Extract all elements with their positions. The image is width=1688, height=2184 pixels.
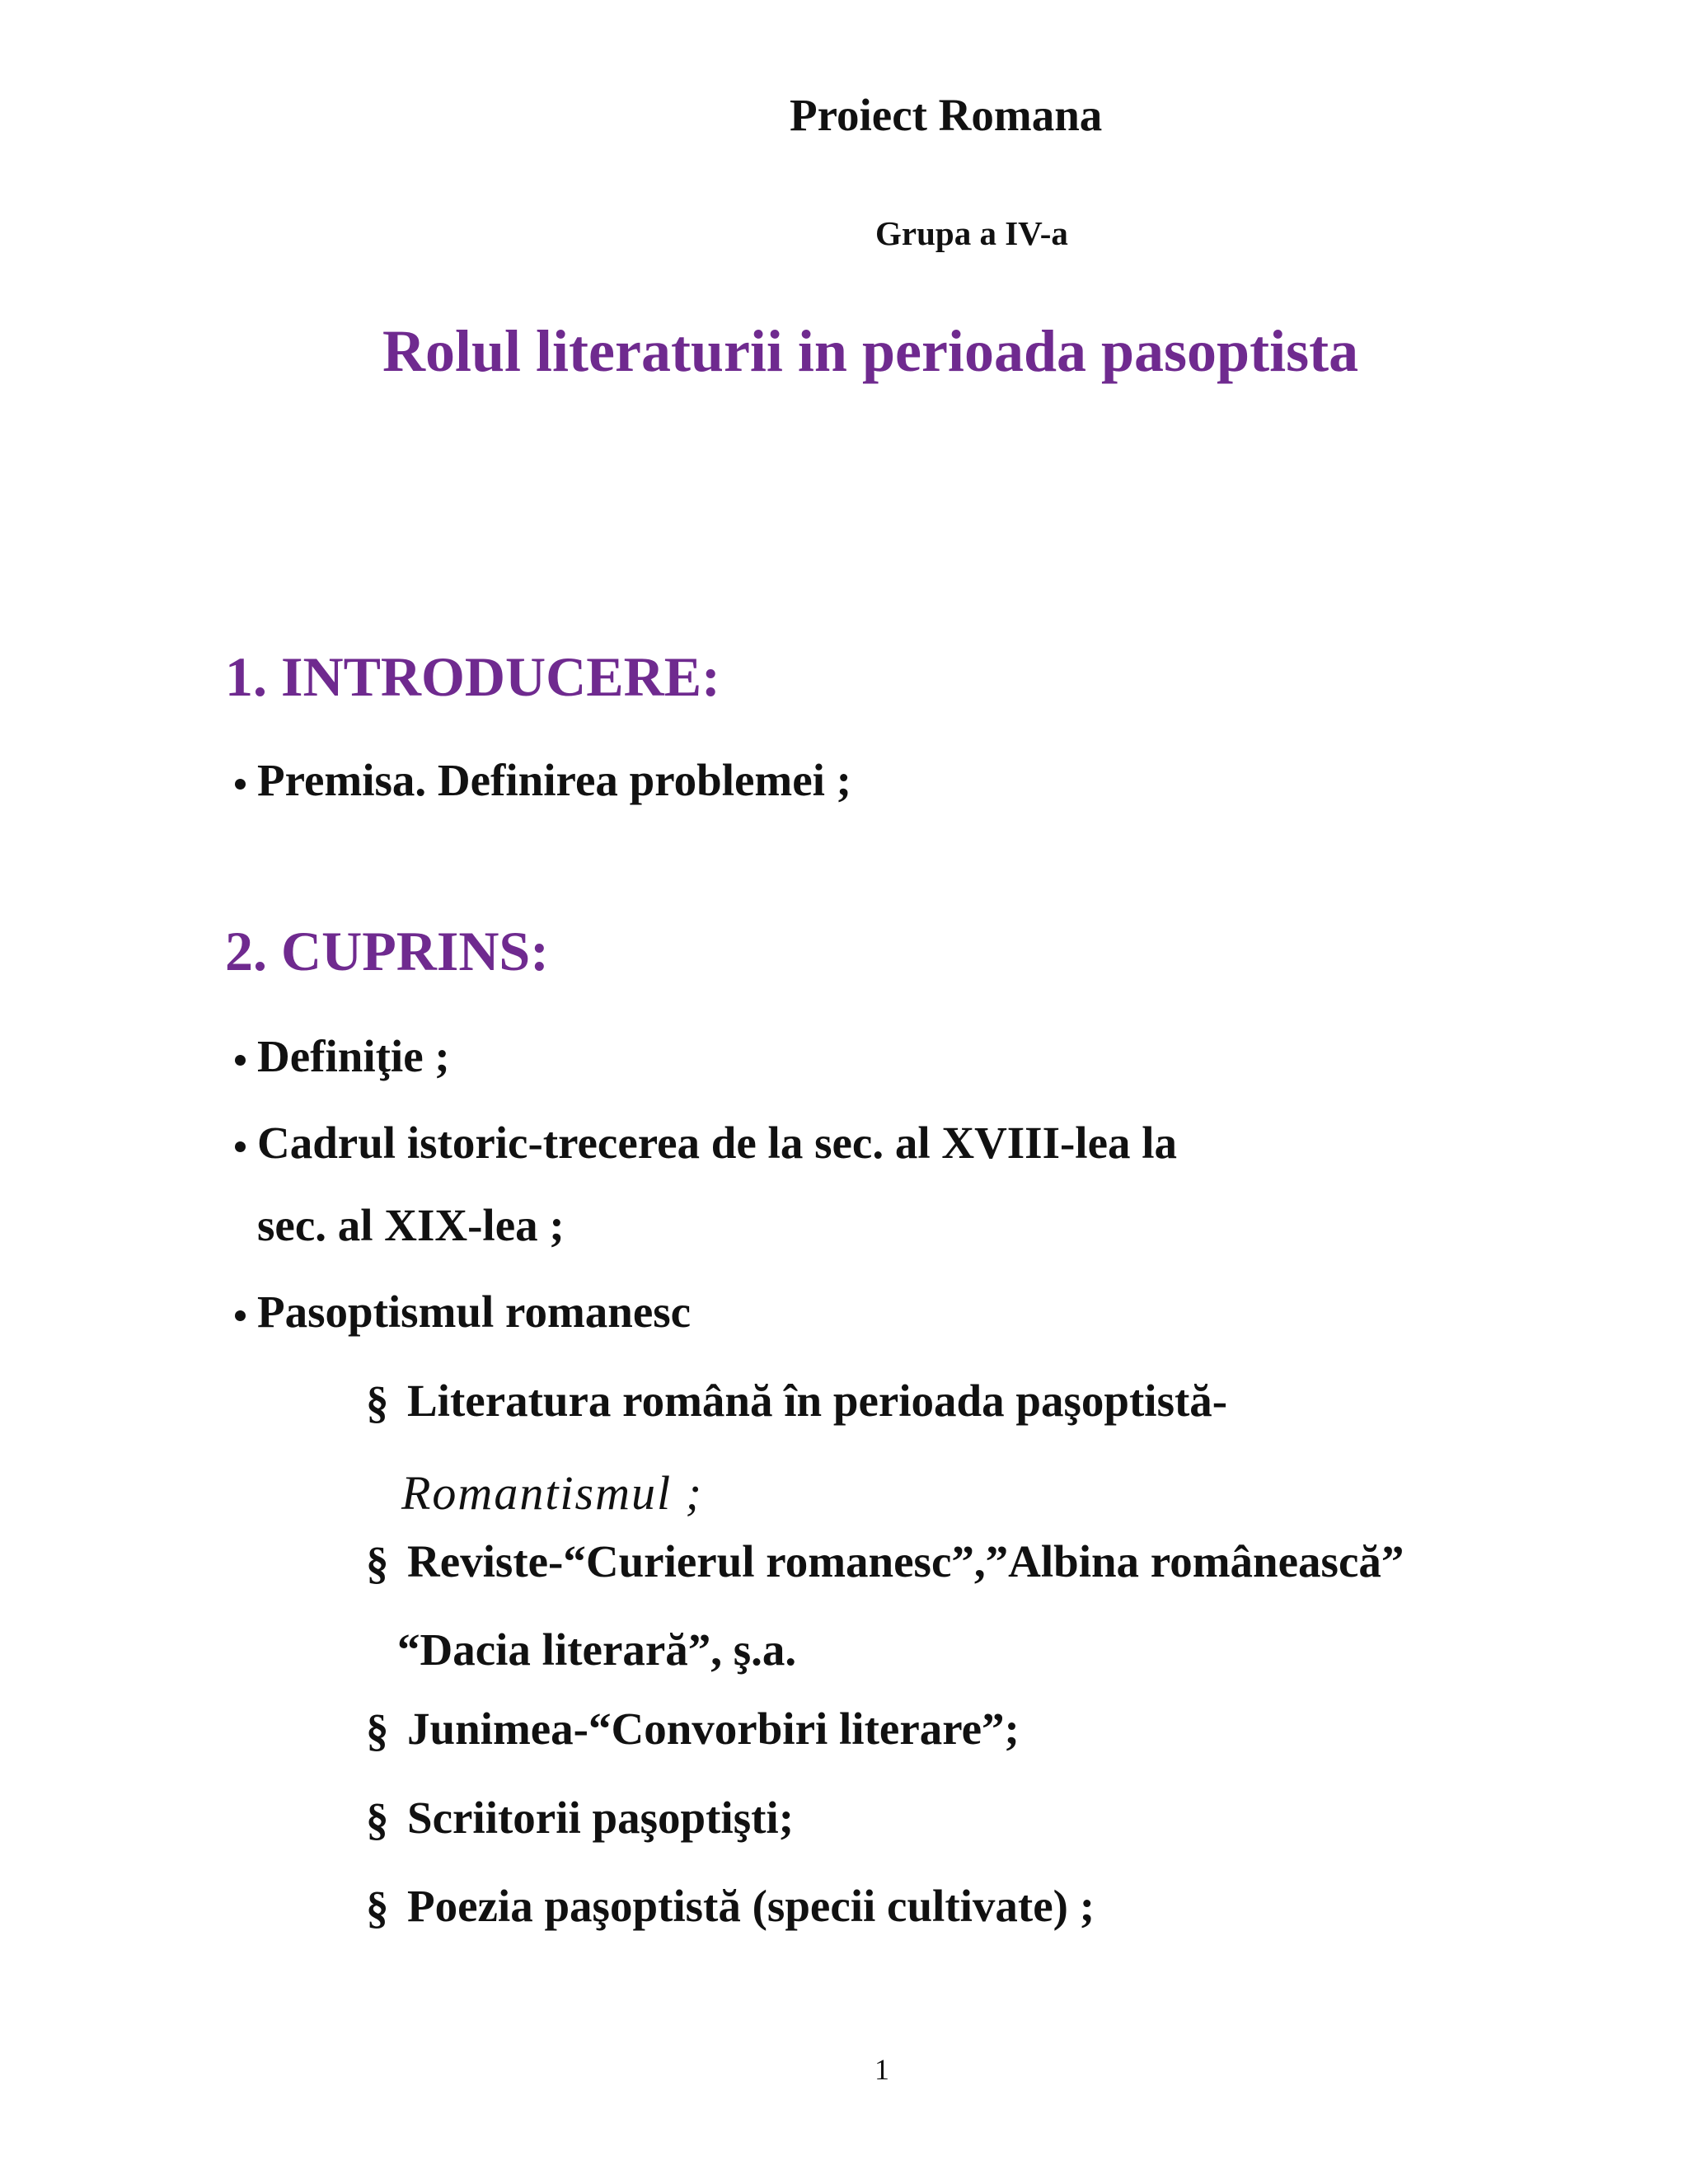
page-number: 1 (874, 2053, 889, 2086)
section-sign-icon: § (366, 1794, 389, 1844)
list-item-continuation: sec. al XIX-lea ; (257, 1200, 565, 1250)
list-item: Definiţie ; (257, 1031, 450, 1081)
section-sign-icon: § (366, 1538, 389, 1588)
bullet-icon (235, 1141, 246, 1152)
sub-list-item: Poezia paşoptistă (specii cultivate) ; (407, 1881, 1095, 1931)
sub-list-item-continuation: “Dacia literară”, ş.a. (397, 1624, 797, 1675)
sub-list-item: Reviste-“Curierul romanesc”,”Albina românească” (407, 1536, 1404, 1586)
bullet-icon (235, 779, 246, 790)
section-sign-icon: § (366, 1705, 389, 1755)
document-title: Rolul literaturii in perioada pasoptista (382, 318, 1359, 384)
bullet-icon (235, 1055, 246, 1066)
section-sign-icon: § (366, 1377, 389, 1427)
header-title: Proiect Romana (790, 90, 1103, 140)
section-sign-icon: § (366, 1882, 389, 1933)
sub-list-item: Junimea-“Convorbiri literare”; (407, 1704, 1020, 1754)
sub-list-item: Literatura română în perioada paşoptistă- (407, 1376, 1228, 1426)
list-item: Premisa. Definirea problemei ; (257, 755, 851, 805)
list-item: Pasoptismul romanesc (257, 1286, 692, 1337)
section-heading-introducere: 1. INTRODUCERE: (225, 645, 720, 708)
section-heading-cuprins: 2. CUPRINS: (225, 920, 549, 982)
header-group: Grupa a IV-a (875, 214, 1068, 252)
sub-list-item-continuation: Romantismul ; (401, 1466, 703, 1520)
bullet-icon (235, 1310, 246, 1321)
list-item: Cadrul istoric-trecerea de la sec. al XVIII-lea la (257, 1118, 1178, 1168)
sub-list-item: Scriitorii paşoptişti; (407, 1793, 795, 1843)
